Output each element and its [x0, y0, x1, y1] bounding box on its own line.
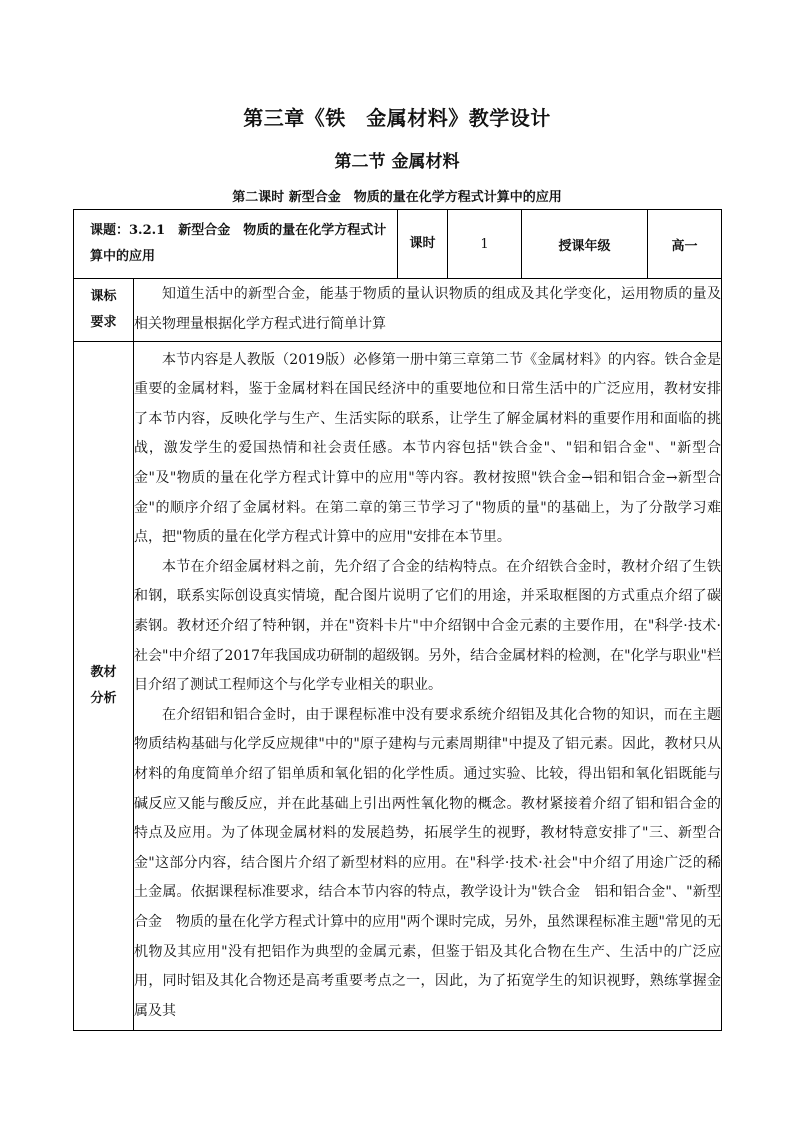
hours-label: 课时: [398, 210, 448, 279]
topic-row: [74, 210, 722, 279]
section-title: 第二节 金属材料: [334, 152, 460, 172]
standard-text: 知道生活中的新型合金，能基于物质的量认识物质的组成及其化学变化，运用物质的量及相关物理量根据化学方程式进行简单计算: [134, 286, 721, 332]
standard-row: [74, 279, 722, 342]
lesson-plan-table: [73, 209, 722, 1031]
standard-label: [74, 279, 134, 342]
grade-label: 授课年级: [522, 210, 648, 279]
analysis-paragraph-2: 本节在介绍金属材料之前，先介绍了合金的结构特点。在介绍铁合金时，教材介绍了生铁和钢，联系实际创设真实情境，配合图片说明了它们的用途，并采取框图的方式重点介绍了碳素钢。教材还介绍了特种钢，并在"资料卡片"中介绍钢中合金元素的主要作用，在"科学·技术·社会"中介绍了2017年我国成功研制的超级钢。另外，结合金属材料的检测，在"化学与职业"栏目介绍了测试工程师这个与化学专业相关的职业。: [134, 558, 721, 694]
analysis-label-line2: 分析: [90, 691, 117, 706]
standard-label-line1: 课标: [90, 289, 117, 304]
grade-value: 高一: [648, 210, 722, 279]
standard-text-cell: [134, 279, 722, 342]
analysis-paragraph-1: 本节内容是人教版（2019版）必修第一册中第三章第二节《金属材料》的内容。铁合金是重要的金属材料，鉴于金属材料在国民经济中的重要地位和日常生活中的广泛应用，教材安排了本节内容，反映化学与生产、生活实际的联系，让学生了解金属材料的重要作用和面临的挑战，激发学生的爱国热情和社会责任感。本节内容包括"铁合金"、"铝和铝合金"、"新型合金"及"物质的量在化学方程式计算中的应用"等内容。教材按照"铁合金→铝和铝合金→新型合金"的顺序介绍了金属材料。在第二章的第三节学习了"物质的量"的基础上，为了分散学习难点，把"物质的量在化学方程式计算中的应用"安排在本节里。: [134, 351, 721, 546]
analysis-label: [74, 342, 134, 1031]
standard-label-line2: 要求: [90, 315, 117, 330]
hours-value: 1: [448, 210, 522, 279]
lesson-subtitle: 第二课时 新型合金 物质的量在化学方程式计算中的应用: [232, 190, 562, 205]
document-title: 第三章《铁 金属材料》教学设计: [243, 106, 551, 130]
analysis-row: [74, 342, 722, 1031]
analysis-paragraph-3: 在介绍铝和铝合金时，由于课程标准中没有要求系统介绍铝及其化合物的知识，而在主题物质结构基础与化学反应规律"中的"原子建构与元素周期律"中提及了铝元素。因此，教材只从材料的角度简单介绍了铝单质和氧化铝的化学性质。通过实验、比较，得出铝和氧化铝既能与碱反应又能与酸反应，并在此基础上引出两性氧化物的概念。教材紧接着介绍了铝和铝合金的特点及应用。为了体现金属材料的发展趋势，拓展学生的视野，教材特意安排了"三、新型合金"这部分内容，结合图片介绍了新型材料的应用。在"科学·技术·社会"中介绍了用途广泛的稀土金属。依据课程标准要求，结合本节内容的特点，教学设计为"铁合金 铝和铝合金"、"新型合金 物质的量在化学方程式计算中的应用"两个课时完成，另外，虽然课程标准主题"常见的无机物及其应用"没有把铝作为典型的金属元素，但鉴于铝及其化合物在生产、生活中的广泛应用，同时铝及其化合物还是高考重要考点之一，因此，为了拓宽学生的知识视野，熟练掌握金属及其: [134, 706, 721, 1019]
analysis-label-line1: 教材: [90, 665, 117, 680]
topic-cell: [74, 210, 398, 279]
topic-label: 课题：: [90, 223, 130, 238]
analysis-text-cell: [134, 342, 722, 1031]
topic-value: 3.2.1 新型合金 物质的量在化学方程式计算中的应用: [90, 223, 387, 264]
